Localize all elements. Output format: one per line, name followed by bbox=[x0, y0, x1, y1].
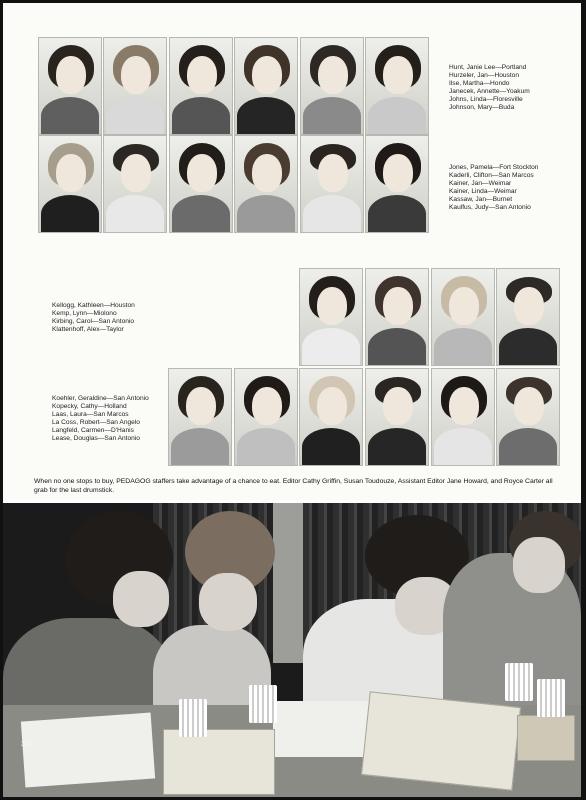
tissue-box bbox=[517, 715, 575, 761]
name-entry: Johns, Linda—Floresville bbox=[449, 95, 523, 103]
name-entry: Koehler, Geraldine—San Antonio bbox=[52, 395, 149, 402]
portrait-photo bbox=[431, 368, 495, 466]
name-entry: Kellogg, Kathleen—Houston bbox=[52, 302, 135, 309]
portrait-photo bbox=[365, 135, 429, 233]
candid-photo bbox=[3, 503, 581, 797]
names-list-4 bbox=[52, 395, 149, 442]
paper-cup bbox=[505, 663, 533, 701]
name-entry: Johnson, Mary—Buda bbox=[449, 103, 515, 111]
portrait-photo bbox=[365, 368, 429, 466]
portrait-photo bbox=[496, 368, 560, 466]
portrait-photo bbox=[365, 37, 429, 135]
paper-cup bbox=[249, 685, 277, 723]
portrait-photo bbox=[103, 37, 167, 135]
names-list-1 bbox=[449, 64, 530, 111]
portrait-photo bbox=[300, 135, 364, 233]
portrait-photo bbox=[299, 268, 363, 366]
name-entry: Kassaw, Jan—Burnet bbox=[449, 195, 513, 203]
name-entry: Kirbing, Carol—San Antonio bbox=[52, 317, 135, 325]
paper-cup bbox=[537, 679, 565, 717]
portrait-photo bbox=[169, 135, 233, 233]
name-entry: La Coss, Robert—San Angelo bbox=[52, 418, 140, 426]
portrait-photo bbox=[234, 368, 298, 466]
name-entry: Ilse, Martha—Hondo bbox=[449, 79, 510, 87]
name-entry: Hunt, Janie Lee—Portland bbox=[449, 64, 527, 71]
pillar bbox=[273, 503, 303, 663]
portrait-photo bbox=[299, 368, 363, 466]
portrait-photo bbox=[300, 37, 364, 135]
portrait-photo bbox=[103, 135, 167, 233]
name-entry: Kemp, Lynn—Miolono bbox=[52, 309, 117, 317]
portrait-photo bbox=[365, 268, 429, 366]
portrait-photo bbox=[431, 268, 495, 366]
portrait-photo bbox=[234, 135, 298, 233]
portrait-photo bbox=[38, 135, 102, 233]
names-list-2 bbox=[449, 164, 538, 211]
name-entry: Kainer, Linda—Weimar bbox=[449, 187, 517, 195]
name-entry: Kainer, Jan—Weimar bbox=[449, 179, 512, 187]
portrait-photo bbox=[38, 37, 102, 135]
paper-cup bbox=[179, 699, 207, 737]
name-entry: Lease, Douglas—San Antonio bbox=[52, 434, 140, 442]
name-entry: Kaulfus, Judy—San Antonio bbox=[449, 203, 531, 211]
name-entry: Langfeld, Carmen—D'Hanis bbox=[52, 426, 134, 434]
name-entry: Kaderli, Clifton—San Marcos bbox=[449, 171, 534, 179]
page-number: 334 bbox=[21, 741, 33, 748]
name-entry: Hurzeler, Jan—Houston bbox=[449, 71, 520, 79]
box bbox=[163, 729, 275, 795]
portrait-photo bbox=[169, 37, 233, 135]
photo-caption: When no one stops to buy, PEDAGOG staffers take advantage of a chance to eat. Editor Cathy Griffin, Susan Toudouze, Assistant Editor Jane Howard, and Royce Carter all grab for the last drumstick. bbox=[34, 478, 553, 494]
paper bbox=[21, 713, 155, 788]
name-entry: Janecek, Annette—Yoakum bbox=[449, 87, 530, 95]
names-list-3 bbox=[52, 302, 135, 334]
portrait-photo bbox=[496, 268, 560, 366]
portrait-photo bbox=[168, 368, 232, 466]
name-entry: Jones, Pamela—Fort Stockton bbox=[449, 164, 539, 171]
yearbook-page bbox=[3, 3, 581, 797]
name-entry: Kopecky, Cathy—Holland bbox=[52, 402, 127, 410]
chicken-box bbox=[361, 691, 521, 790]
portrait-photo bbox=[234, 37, 298, 135]
name-entry: Laas, Laura—San Marcos bbox=[52, 410, 129, 418]
name-entry: Klattenhoff, Alex—Taylor bbox=[52, 325, 124, 333]
